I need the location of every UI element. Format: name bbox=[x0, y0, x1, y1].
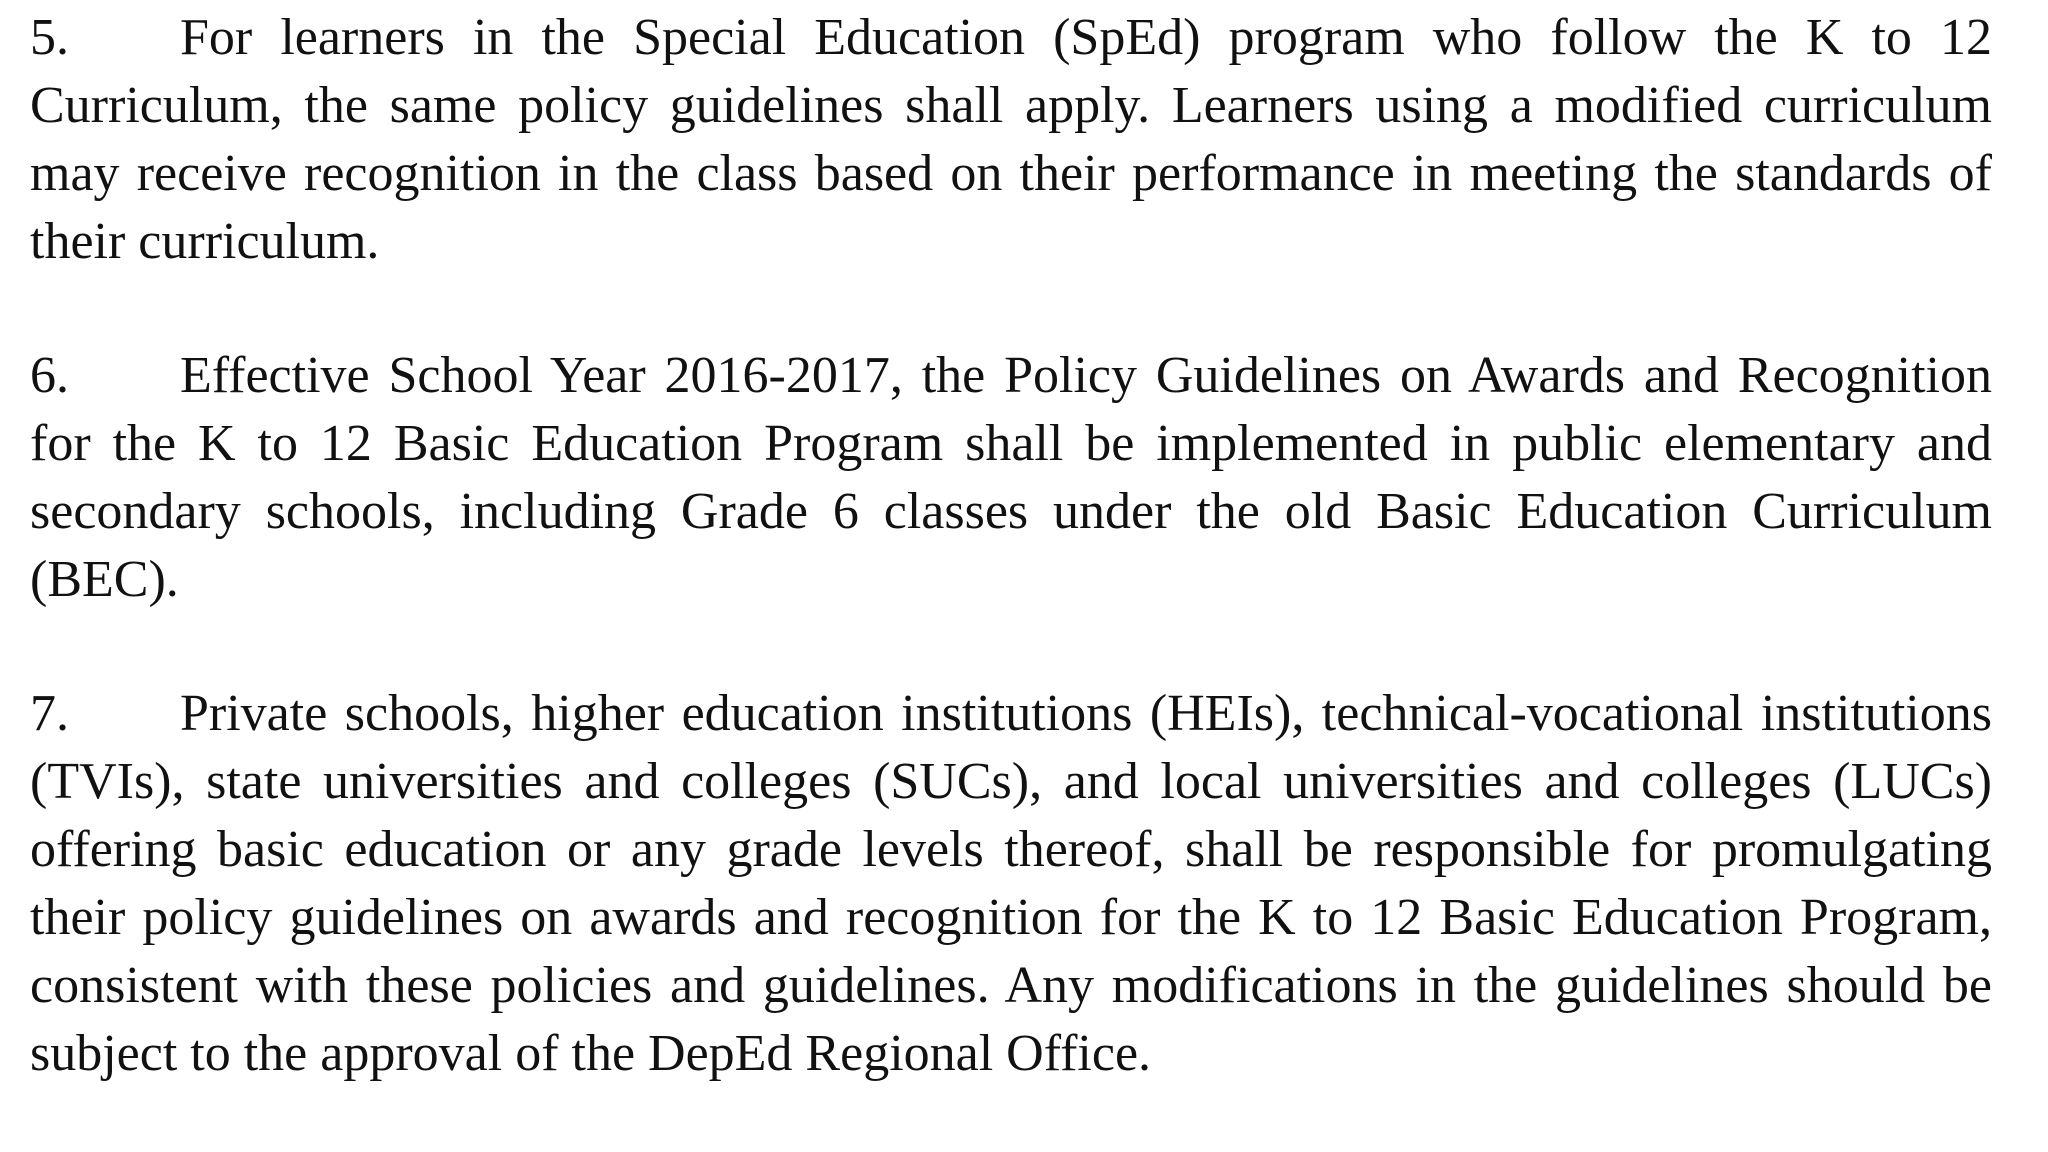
paragraph-7 bbox=[30, 680, 1992, 1088]
paragraph-text: Effective School Year 2016-2017, the Policy Guidelines on Awards and Recognition for the K to 12 Basic Education Program shall be implemented in public elementary and secondary schools, including Grade 6 classes under the old Basic Education Curriculum (BEC). bbox=[30, 347, 1992, 608]
paragraph-number: 5. bbox=[30, 9, 69, 66]
paragraph-number: 7. bbox=[30, 685, 69, 742]
paragraph-number: 6. bbox=[30, 347, 69, 404]
document-page bbox=[30, 0, 1992, 1152]
paragraph-text: Private schools, higher education institutions (HEIs), technical-vocational institutions (TVIs), state universities and colleges (SUCs), and local universities and colleges (LUCs) offering basic education or any grade levels thereof, shall be responsible for promulgating their policy guidelines on awards and recognition for the K to 12 Basic Education Program, consistent with these policies and guidelines. Any modifications in the guidelines should be subject to the approval of the DepEd Regional Office. bbox=[30, 685, 1992, 1082]
paragraph-text: For learners in the Special Education (SpEd) program who follow the K to 12 Curriculum, the same policy guidelines shall apply. Learners using a modified curriculum may receive recognition in the class based on their performance in meeting the standards of their curriculum. bbox=[30, 9, 1992, 270]
paragraph-6 bbox=[30, 342, 1992, 614]
paragraph-5 bbox=[30, 0, 1992, 276]
